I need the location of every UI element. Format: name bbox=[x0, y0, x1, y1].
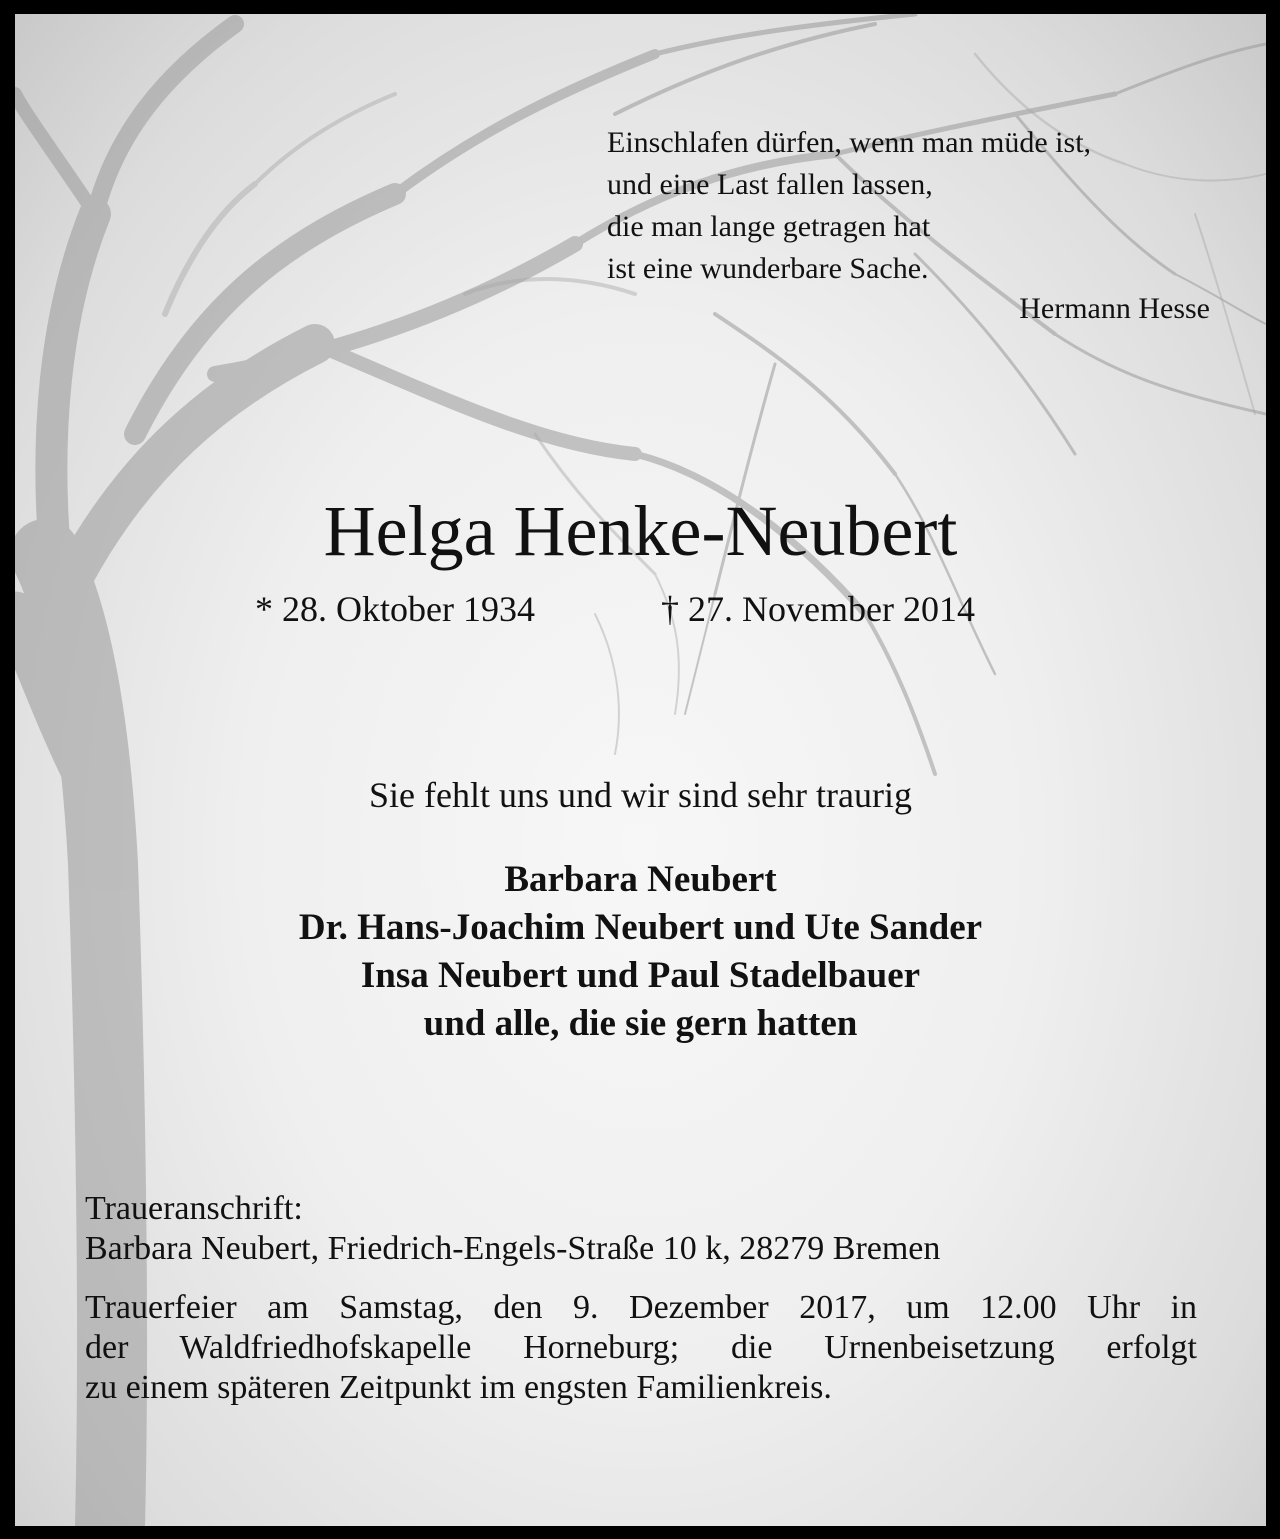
service-line: Trauerfeier am Samstag, den 9. Dezember 2017, um 12.00 Uhr in bbox=[85, 1289, 1197, 1326]
quote-line: ist eine wunderbare Sache. bbox=[607, 252, 929, 285]
mourner-line: Barbara Neubert bbox=[504, 859, 777, 900]
birth-date: * 28. Oktober 1934 bbox=[255, 589, 535, 629]
quote-line: Einschlafen dürfen, wenn man müde ist, bbox=[607, 126, 1092, 159]
address-label: Traueranschrift: bbox=[85, 1190, 303, 1227]
quote-author: Hermann Hesse bbox=[1019, 292, 1210, 325]
service-info bbox=[85, 1288, 1197, 1408]
mourner-line: Insa Neubert und Paul Stadelbauer bbox=[360, 955, 921, 996]
mourning-message: Sie fehlt uns und wir sind sehr traurig bbox=[369, 775, 912, 815]
service-line: der Waldfriedhofskapelle Horneburg; die Urnenbeisetzung erfolgt bbox=[85, 1329, 1197, 1366]
mourners-list bbox=[15, 856, 1266, 1048]
mourner-line: Dr. Hans-Joachim Neubert und Ute Sander bbox=[298, 907, 983, 948]
mourner-line: und alle, die sie gern hatten bbox=[423, 1003, 858, 1044]
service-line: zu einem späteren Zeitpunkt im engsten Familienkreis. bbox=[85, 1369, 832, 1406]
quote-line: die man lange getragen hat bbox=[607, 210, 931, 243]
quote-block bbox=[607, 122, 1091, 290]
address-value: Barbara Neubert, Friedrich-Engels-Straße 10 k, 28279 Bremen bbox=[85, 1230, 941, 1267]
quote-line: und eine Last fallen lassen, bbox=[607, 168, 933, 201]
obituary-card bbox=[15, 14, 1266, 1526]
death-date: † 27. November 2014 bbox=[661, 589, 975, 629]
deceased-name: Helga Henke-Neubert bbox=[323, 491, 958, 571]
